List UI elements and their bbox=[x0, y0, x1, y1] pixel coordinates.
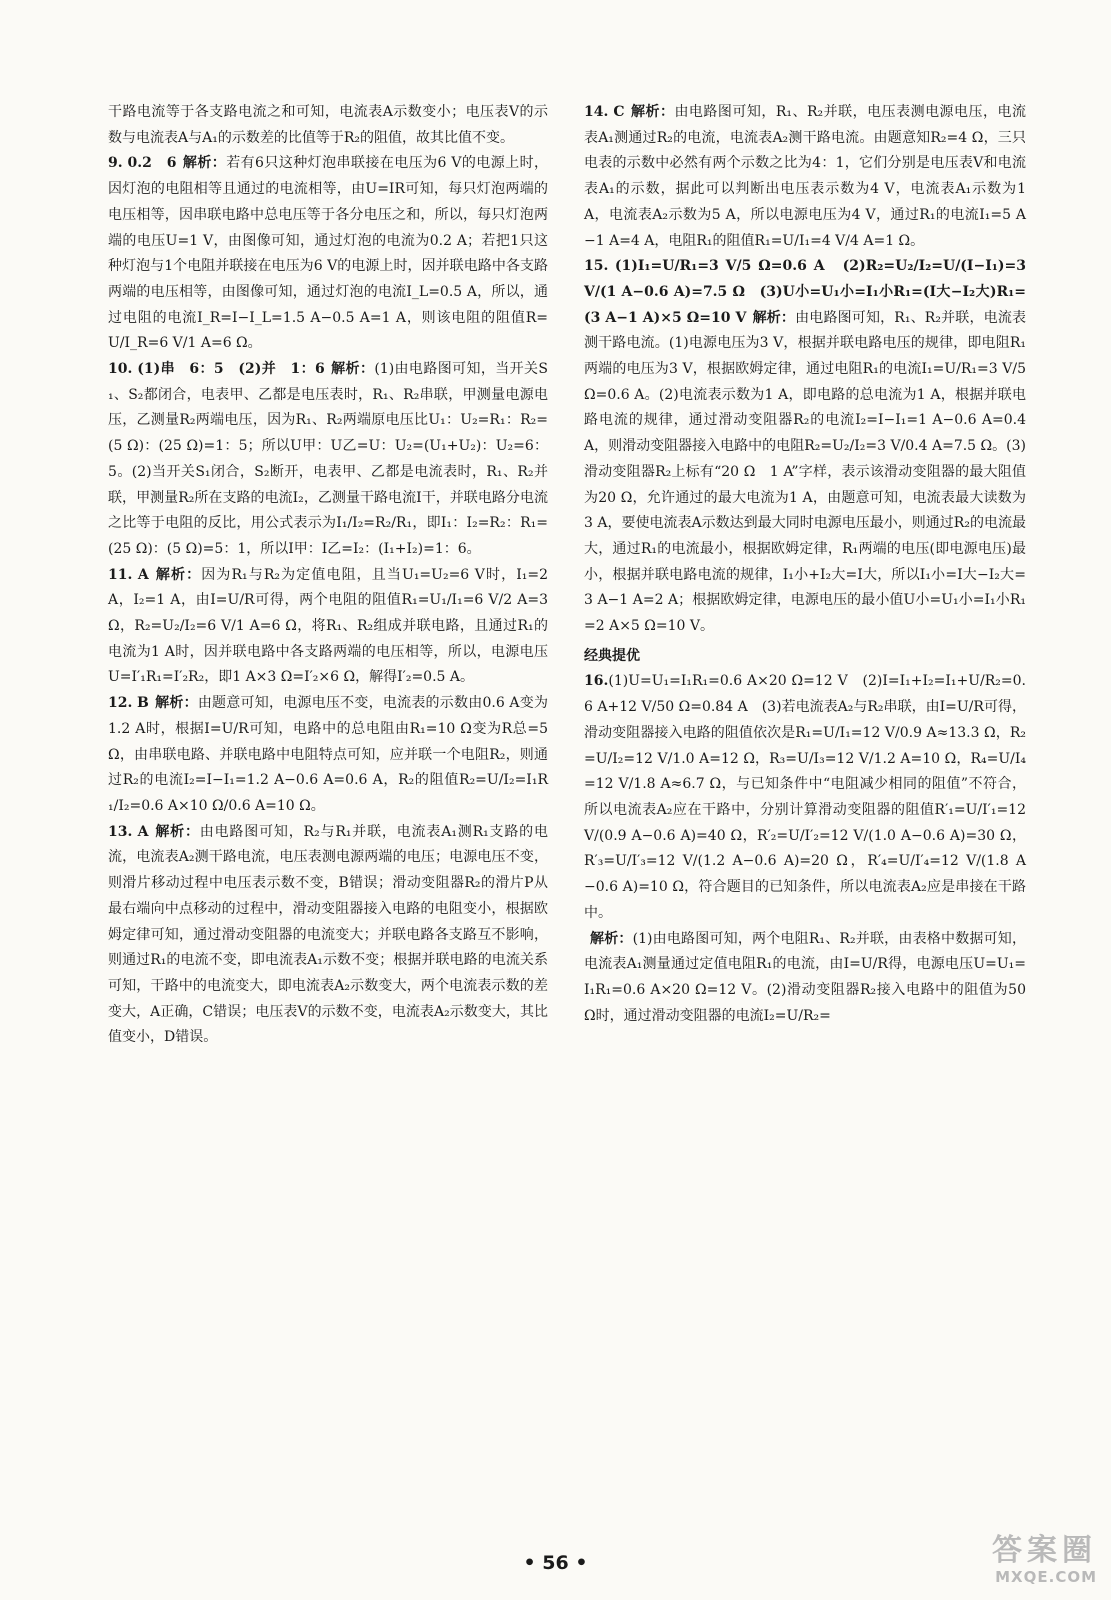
answer-item bbox=[108, 357, 548, 563]
answer-key: B bbox=[137, 695, 149, 712]
analysis-text: (1)U=U₁=I₁R₁=0.6 A×20 Ω=12 V (2)I=I₁+I₂=I₁+U/R₂=0.6 A+12 V/50 Ω=0.84 A (3)若电流表A₂与R₂串联，由I=U/R可得，滑动变阻器接入电路的阻值依次是R₁=U/I₁=12 V/0.9 A≈13.3 Ω，R₂=U/I₂=12 V/1.0 A=12 Ω，R₃=U/I₃=12 V/1.2 A=10 Ω，R₄=U/I₄=12 V/1.8 A≈6.7 Ω，与已知条件中“电阻减少相同的阻值”不符合，所以电流表A₂应在干路中，分别计算滑动变阻器的阻值R′₁=U/I′₁=12 V/(0.9 A−0.6 A)=40 Ω，R′₂=U/I′₂=12 V/(1.0 A−0.6 A)=30 Ω，R′₃=U/I′₃=12 V/(1.2 A−0.6 A)=20 Ω，R′₄=U/I′₄=12 V/(1.8 A−0.6 A)=10 Ω，符合题目的已知条件，所以电流表A₂应是串接在干路中。 bbox=[584, 673, 1026, 921]
analysis-label: 解析： bbox=[752, 309, 796, 326]
analysis-text: 由题意可知，电源电压不变，电流表的示数由0.6 A变为1.2 A时，根据I=U/R可知，电路中的总电阻由R₁=10 Ω变为R总=5 Ω，由串联电路、并联电路中电阻特点可知，应并联一个电阻R₂，则通过R₂的电流I₂=I−I₁=1.2 A−0.6 A=0.6 A，R₂的阻值R₂=U/I₂=I₁R₁/I₂=0.6 A×10 Ω/0.6 A=10 Ω。 bbox=[108, 695, 549, 814]
answer-item bbox=[108, 691, 548, 820]
answer-item bbox=[108, 100, 548, 151]
analysis-label: 解析： bbox=[182, 155, 227, 172]
watermark-top: 答案圈 bbox=[992, 1533, 1097, 1568]
answer-key: 0.2 6 bbox=[127, 155, 177, 172]
page-number: • 56 • bbox=[523, 1552, 588, 1574]
question-number: 13. bbox=[108, 823, 133, 840]
analysis-text: (1)由电路图可知，两个电阻R₁、R₂并联，由表格中数据可知，电流表A₁测量通过定值电阻R₁的电流，由I=U/R得，电源电压U=U₁=I₁R₁=0.6 A×20 Ω=12 V。(2)滑动变阻器R₂接入电路中的阻值为50 Ω时，通过滑动变阻器的电流I₂=U/R₂= bbox=[584, 930, 1026, 1024]
analysis-text: 因为R₁与R₂为定值电阻，且当U₁=U₂=6 V时，I₁=2 A，I₂=1 A，由I=U/R可得，两个电阻的阻值R₁=U₁/I₁=6 V/2 A=3 Ω，R₂=U₂/I₂=6 V/1 A=6 Ω，将R₁、R₂组成并联电路，且通过R₁的电流为1 A时，因并联电路中各支路两端的电压相等，所以，电源电压U=I′₁R₁=I′₂R₂，即1 A×3 Ω=I′₂×6 Ω，解得I′₂=0.5 A。 bbox=[108, 566, 548, 686]
question-number: 14. bbox=[584, 104, 609, 120]
answer-item bbox=[584, 927, 1026, 1030]
answer-item bbox=[108, 820, 548, 1051]
answer-key: A bbox=[137, 823, 149, 840]
question-number: 11. bbox=[108, 566, 133, 583]
analysis-label: 解析： bbox=[154, 695, 198, 712]
analysis-label: 解析： bbox=[590, 930, 633, 947]
question-number: 16. bbox=[584, 673, 609, 690]
analysis-label: 解析： bbox=[330, 361, 375, 378]
left-column bbox=[108, 100, 548, 1051]
answer-key: (1)I₁=U/R₁=3 V/5 Ω=0.6 A (2)R₂=U₂/I₂=U/(I−I₁)=3 V/(1 A−0.6 A)=7.5 Ω (3)U小=U₁小=I₁小R₁=(I大−I₂大)R₁=(3 A−1 A)×5 Ω=10 V bbox=[584, 258, 1026, 326]
answer-key: A bbox=[137, 566, 149, 583]
analysis-label: 解析： bbox=[630, 104, 675, 120]
analysis-text: 干路电流等于各支路电流之和可知，电流表A示数变小；电压表V的示数与电流表A与A₁的示数差的比值等于R₂的阻值，故其比值不变。 bbox=[108, 104, 548, 146]
right-column bbox=[584, 100, 1026, 1029]
answer-item bbox=[108, 563, 548, 692]
question-number: 10. bbox=[108, 361, 133, 378]
watermark-bottom: MXQE.COM bbox=[995, 1568, 1097, 1586]
question-number: 12. bbox=[108, 695, 133, 712]
analysis-text: 由电路图可知，R₂与R₁并联，电流表A₁测R₁支路的电流，电流表A₂测干路电流，电压表测电源两端的电压；电源电压不变，则滑片移动过程中电压表示数不变，B错误；滑动变阻器R₂的滑片P从最右端向中点移动的过程中，滑动变阻器接入电路的电阻变小，根据欧姆定律可知，通过滑动变阻器的电流变大；并联电路各支路互不影响，则通过R₁的电流不变，即电流表A₁示数不变；根据并联电路的电流关系可知，干路中的电流变大，即电流表A₂示数变大，两个电流表示数的差变大，A正确，C错误；电压表V的示数不变，电流表A₂示数变大，其比值变小，D错误。 bbox=[108, 823, 549, 1046]
answer-key: (1)串 6：5 (2)并 1：6 bbox=[137, 361, 325, 378]
question-number: 9. bbox=[108, 155, 123, 172]
question-number: 15. bbox=[584, 258, 609, 275]
section-title: 经典提优 bbox=[584, 647, 640, 664]
analysis-text: (1)由电路图可知，当开关S₁、S₂都闭合，电表甲、乙都是电压表时，R₁、R₂串联，甲测量电源电压，乙测量R₂两端电压，因为R₁、R₂两端原电压比U₁：U₂=R₁：R₂=(5 Ω)：(25 Ω)=1：5；所以U甲：U乙=U：U₂=(U₁+U₂)：U₂=6：5。(2)当开关S₁闭合，S₂断开，电表甲、乙都是电流表时，R₁、R₂并联，甲测量R₂所在支路的电流I₂，乙测量干路电流I干，并联电路分电流之比等于电阻的反比，用公式表示为I₁/I₂=R₂/R₁，即I₁：I₂=R₂：R₁=(25 Ω)：(5 Ω)=5：1，所以I甲：I乙=I₂：(I₁+I₂)=1：6。 bbox=[108, 361, 548, 557]
analysis-text: 若有6只这种灯泡串联接在电压为6 V的电源上时，因灯泡的电阻相等且通过的电流相等，由U=IR可知，每只灯泡两端的电压相等，因串联电路中总电压等于各分电压之和，所以，每只灯泡两端的电压U=1 V，由图像可知，通过灯泡的电流为0.2 A；若把1只这种灯泡与1个电阻并联接在电压为6 V的电源上时，因并联电路中各支路两端的电压相等，由图像可知，通过灯泡的电流I_L=0.5 A，所以，通过电阻的电流I_R=I−I_L=1.5 A−0.5 A=1 A，则该电阻的阻值R=U/I_R=6 V/1 A=6 Ω。 bbox=[108, 155, 549, 352]
analysis-label: 解析： bbox=[154, 566, 202, 583]
watermark-logo bbox=[927, 1534, 1097, 1592]
analysis-text: 由电路图可知，R₁、R₂并联，电流表测干路电流。(1)电源电压为3 V，根据并联电路电压的规律，即电阻R₁两端的电压为3 V，根据欧姆定律，通过电阻R₁的电流I₁=U/R₁=3 V/5 Ω=0.6 A。(2)电流表示数为1 A，即电路的总电流为1 A，根据并联电路电流的规律，通过滑动变阻器R₂的电流I₂=I−I₁=1 A−0.6 A=0.4 A，则滑动变阻器接入电路中的电阻R₂=U₂/I₂=3 V/0.4 A=7.5 Ω。(3)滑动变阻器R₂上标有“20 Ω 1 A”字样，表示该滑动变阻器的最大阻值为20 Ω，允许通过的最大电流为1 A，由题意可知，电流表最大读数为3 A，要使电流表A示数达到最大同时电源电压最小，则通过R₂的电流最大，通过R₁的电流最小，根据欧姆定律，R₁两端的电压(即电源电压)最小，根据并联电路电流的规律，I₁小+I₂大=I大，所以I₁小=I大−I₂大=3 A−1 A=2 A；根据欧姆定律，电源电压的最小值U小=U₁小=I₁小R₁=2 A×5 Ω=10 V。 bbox=[584, 309, 1026, 635]
answer-item bbox=[584, 254, 1026, 640]
answer-key: C bbox=[613, 104, 625, 120]
answer-item bbox=[584, 100, 1026, 254]
answer-item bbox=[108, 151, 548, 357]
analysis-text: 由电路图可知，R₁、R₂并联，电压表测电源电压，电流表A₁测通过R₂的电流，电流表A₂测干路电流。由题意知R₂=4 Ω，三只电表的示数中必然有两个示数之比为4：1，它们分别是电压表V和电流表A₁的示数，据此可以判断出电压表示数为4 V，电流表A₁示数为1 A，电流表A₂示数为5 A，所以电源电压为4 V，通过R₁的电流I₁=5 A−1 A=4 A，电阻R₁的阻值R₁=U/I₁=4 V/4 A=1 Ω。 bbox=[584, 104, 1027, 249]
answer-item bbox=[584, 669, 1026, 926]
analysis-label: 解析： bbox=[154, 823, 200, 840]
